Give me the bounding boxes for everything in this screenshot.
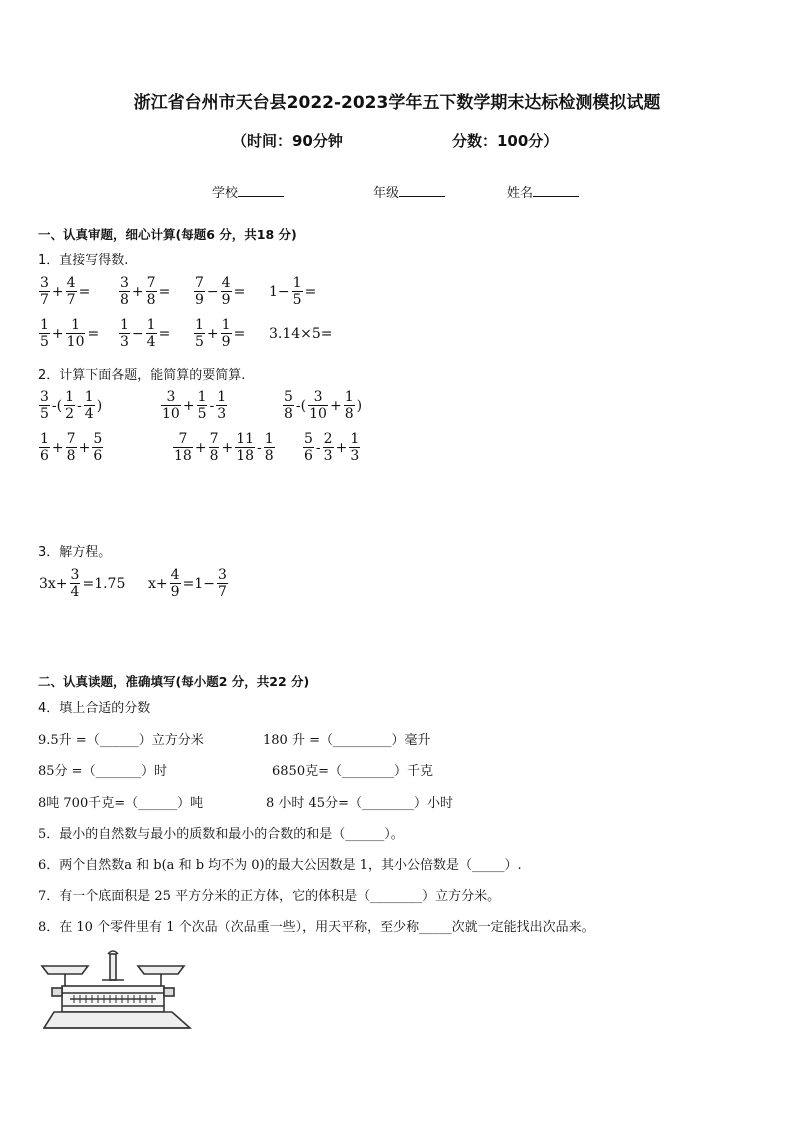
- school-field: [212, 182, 284, 201]
- fraction: $\frac{5}{8}$: [284, 389, 293, 422]
- q4-stem: 4．填上合适的分数: [38, 701, 151, 716]
- name-blank: [533, 184, 579, 197]
- fraction: $\frac{4}{7}$: [66, 275, 76, 308]
- name-label: 姓名: [507, 186, 534, 201]
- q3-stem: 3．解方程。: [38, 545, 112, 560]
- q1-item: $\frac{3}{7}$ + $\frac{4}{7}$ =: [40, 275, 91, 308]
- q2-expression: $\frac{5}{6}$ - $\frac{2}{3}$ + $\frac{1}{3}$: [304, 431, 360, 464]
- balance-scale-icon: [40, 946, 192, 1034]
- q1-item: 1− $\frac{1}{5}$ =: [269, 275, 317, 308]
- exam-time: （时间：90分钟: [232, 132, 343, 150]
- q4-item: 8 小时 45分=（________）小时: [266, 796, 453, 811]
- fraction: $\frac{7}{18}$: [174, 431, 192, 464]
- fraction: $\frac{7}{8}$: [66, 431, 76, 464]
- q2-expression: $\frac{7}{18}$ + $\frac{7}{8}$ + $\frac{11}{18}$ - $\frac{1}{8}$: [174, 431, 274, 464]
- fraction: $\frac{3}{7}$: [217, 567, 227, 600]
- fraction: $\frac{7}{8}$: [146, 275, 156, 308]
- fraction: $\frac{1}{3}$: [350, 431, 360, 464]
- q8: 8．在 10 个零件里有 1 个次品（次品重一些），用天平称，至少称_____次就一定能找出次品来。: [38, 920, 595, 935]
- q1-stem: 1．直接写得数.: [38, 253, 129, 268]
- fraction: $\frac{1}{8}$: [264, 431, 274, 464]
- school-blank: [238, 184, 284, 197]
- q2-stem: 2．计算下面各题，能简算的要简算.: [38, 368, 246, 383]
- q5: 5．最小的自然数与最小的质数和最小的合数的和是（______）。: [38, 827, 404, 842]
- q4-item: 85分 =（_______）时: [38, 764, 168, 779]
- q1-item: $\frac{3}{8}$ + $\frac{7}{8}$ =: [120, 275, 171, 308]
- fraction: $\frac{1}{5}$: [292, 275, 302, 308]
- fraction: $\frac{4}{9}$: [170, 567, 180, 600]
- fraction: $\frac{1}{6}$: [40, 431, 49, 464]
- q2-expression: $\frac{3}{5}$ -( $\frac{1}{2}$ - $\frac{1}{4}$ ): [40, 389, 103, 422]
- fraction: $\frac{1}{3}$: [120, 317, 129, 350]
- fraction: $\frac{11}{18}$: [236, 431, 255, 464]
- fraction: $\frac{1}{4}$: [84, 389, 94, 422]
- fraction: $\frac{3}{8}$: [120, 275, 129, 308]
- fraction: $\frac{3}{4}$: [70, 567, 80, 600]
- q2-expression: $\frac{3}{10}$ + $\frac{1}{5}$ - $\frac{1}{3}$: [162, 389, 227, 422]
- q4-item: 6850克=（________）千克: [272, 764, 433, 779]
- grade-blank: [399, 184, 445, 197]
- school-label: 学校: [212, 186, 239, 201]
- fraction: $\frac{1}{5}$: [197, 389, 207, 422]
- fraction: $\frac{7}{9}$: [195, 275, 204, 308]
- fraction: $\frac{1}{5}$: [195, 317, 204, 350]
- q4-item: 9.5升 =（______）立方分米: [38, 733, 204, 748]
- fraction: $\frac{3}{7}$: [40, 275, 49, 308]
- q1-item: $\frac{1}{5}$ + $\frac{1}{10}$ =: [40, 317, 100, 350]
- fraction: $\frac{7}{8}$: [209, 431, 219, 464]
- fraction: $\frac{1}{3}$: [217, 389, 227, 422]
- fraction: $\frac{1}{8}$: [344, 389, 354, 422]
- fraction: $\frac{3}{10}$: [162, 389, 180, 422]
- fraction: $\frac{4}{9}$: [221, 275, 231, 308]
- q2-expression: $\frac{5}{8}$ -( $\frac{3}{10}$ + $\frac{1}{8}$ ): [284, 389, 363, 422]
- fraction: $\frac{1}{4}$: [146, 317, 156, 350]
- q7: 7．有一个底面积是 25 平方分米的正方体，它的体积是（________）立方分米。: [38, 889, 501, 904]
- q1-item: 3.14×5=: [269, 326, 333, 342]
- q1-item: $\frac{1}{3}$ − $\frac{1}{4}$ =: [120, 317, 171, 350]
- section-1-heading: 一、认真审题，细心计算(每题6 分，共18 分): [38, 227, 297, 242]
- fraction: $\frac{5}{6}$: [93, 431, 103, 464]
- q3-equation-2: x+ $\frac{4}{9}$ =1− $\frac{3}{7}$: [148, 567, 227, 600]
- grade-label: 年级: [373, 186, 400, 201]
- q1-item: $\frac{7}{9}$ − $\frac{4}{9}$ =: [195, 275, 246, 308]
- q1-item: $\frac{1}{5}$ + $\frac{1}{9}$ =: [195, 317, 246, 350]
- q2-expression: $\frac{1}{6}$ + $\frac{7}{8}$ + $\frac{5}{6}$: [40, 431, 103, 464]
- fraction: $\frac{3}{10}$: [309, 389, 327, 422]
- fraction: $\frac{1}{5}$: [40, 317, 49, 350]
- name-field: [507, 182, 579, 201]
- page-title: 浙江省台州市天台县2022-2023学年五下数学期末达标检测模拟试题: [133, 93, 661, 113]
- q4-item: 8吨 700千克=（______）吨: [38, 796, 204, 811]
- exam-score: 分数：100分）: [452, 132, 559, 150]
- q6: 6．两个自然数a 和 b(a 和 b 均不为 0)的最大公因数是 1，其小公倍数是（_____）.: [38, 858, 522, 873]
- fraction: $\frac{1}{2}$: [65, 389, 75, 422]
- fraction: $\frac{1}{10}$: [66, 317, 85, 350]
- fraction: $\frac{2}{3}$: [323, 431, 333, 464]
- fraction: $\frac{1}{9}$: [221, 317, 231, 350]
- fraction: $\frac{3}{5}$: [40, 389, 49, 422]
- q3-equation-1: 3x+ $\frac{3}{4}$ =1.75: [39, 567, 126, 600]
- section-2-heading: 二、认真读题，准确填写(每小题2 分，共22 分): [38, 674, 310, 689]
- grade-field: [373, 182, 445, 201]
- fraction: $\frac{5}{6}$: [304, 431, 313, 464]
- q4-item: 180 升 =（_________）毫升: [263, 733, 431, 748]
